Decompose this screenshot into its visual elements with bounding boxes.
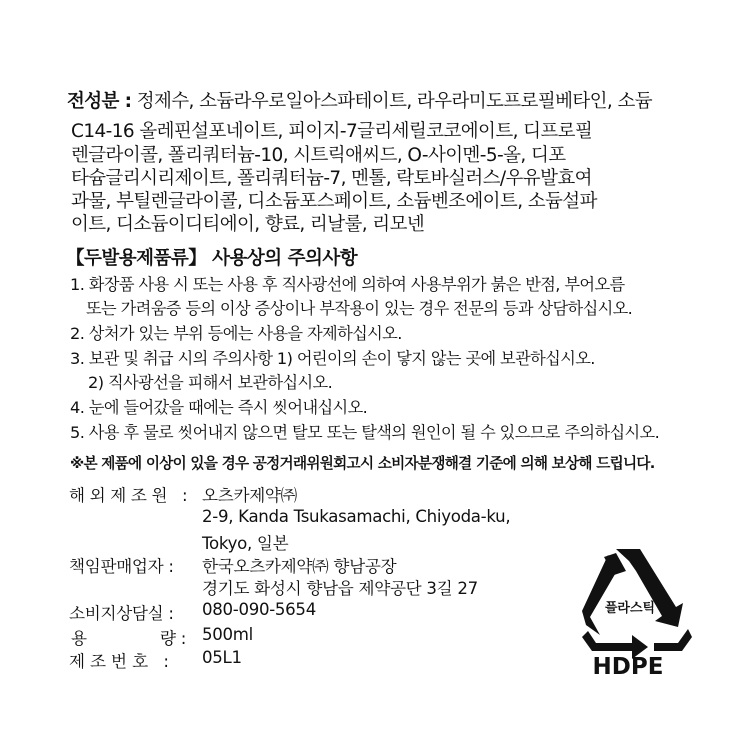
consult-label: 소비지상담실 : bbox=[69, 604, 174, 623]
plastic-label: 플라스틱 bbox=[604, 601, 656, 616]
lot-number: 05L1 bbox=[202, 648, 242, 667]
ingredients-line-3: 렌글라이콜, 폴리쿼터늄-10, 시트릭애씨드, O-사이멘-5-올, 디포 bbox=[71, 145, 566, 166]
caution-title: 【두발용제품류】 사용상의 주의사항 bbox=[66, 248, 358, 269]
ingredients-line-4: 타슘글리시리제이트, 폴리쿼터늄-7, 멘톨, 락토바실러스/우유발효여 bbox=[71, 168, 592, 189]
recycle-arrows-icon bbox=[582, 545, 694, 680]
seller-name: 한국오츠카제약㈜ 향남공장 bbox=[202, 557, 397, 576]
ingredients-text: 정제수, 소듐라우로일아스파테이트, 라우라미도프로필베타인, 소듐 bbox=[136, 91, 653, 112]
volume-label-right: 량 : bbox=[160, 629, 186, 648]
hdpe-code: HDPE bbox=[592, 654, 664, 680]
volume-value: 500ml bbox=[202, 625, 253, 644]
caution-item-4: 4. 눈에 들어갔을 때에는 즉시 씻어내십시오. bbox=[70, 398, 368, 417]
caution-item-5: 5. 사용 후 물로 씻어내지 않으면 탈모 또는 탈색의 원인이 될 수 있으므로 주의하십시오. bbox=[70, 423, 660, 442]
caution-item-1: 1. 화장품 사용 시 또는 사용 후 직사광선에 의하여 사용부위가 붉은 반점, 부어오름 bbox=[70, 275, 625, 294]
seller-address: 경기도 화성시 향남읍 제약공단 3길 27 bbox=[202, 579, 478, 598]
caution-item-3-sub: 2) 직사광선을 피해서 보관하십시오. bbox=[88, 373, 333, 392]
ingredients-label: 전성분 : bbox=[67, 91, 132, 112]
caution-item-1-cont: 또는 가려움증 등의 이상 증상이나 부작용이 있는 경우 전문의 등과 상담하십시오. bbox=[86, 299, 633, 318]
volume-label-left: 용 bbox=[71, 629, 87, 648]
recycle-mark bbox=[582, 545, 694, 680]
ingredients-line-2: C14-16 올레핀설포네이트, 피이지-7글리세릴코코에이트, 디프로필 bbox=[71, 121, 593, 142]
manufacturer-name: 오츠카제약㈜ bbox=[202, 486, 297, 505]
ingredients-line-1 bbox=[67, 87, 652, 113]
manufacturer-address-2: Tokyo, 일본 bbox=[202, 534, 289, 553]
ingredients-line-6: 이트, 디소듐이디티에이, 향료, 리날룰, 리모넨 bbox=[71, 214, 425, 235]
seller-label: 책임판매업자 : bbox=[69, 557, 174, 576]
consult-phone: 080-090-5654 bbox=[202, 600, 316, 619]
ingredients-line-5: 과물, 부틸렌글라이콜, 디소듐포스페이트, 소듐벤조에이트, 소듐설파 bbox=[71, 191, 597, 212]
caution-item-3: 3. 보관 및 취급 시의 주의사항 1) 어린이의 손이 닿지 않는 곳에 보관하십시오. bbox=[70, 349, 595, 368]
manufacturer-label: 해외제조원 : bbox=[69, 486, 193, 505]
caution-item-2: 2. 상처가 있는 부위 등에는 사용을 자제하십시오. bbox=[70, 324, 402, 343]
compensation-note: ※본 제품에 이상이 있을 경우 공정거래위원회고시 소비자분쟁해결 기준에 의해 보상해 드립니다. bbox=[70, 455, 655, 472]
lot-label: 제조번호 : bbox=[69, 652, 174, 671]
manufacturer-address-1: 2-9, Kanda Tsukasamachi, Chiyoda-ku, bbox=[202, 507, 511, 526]
